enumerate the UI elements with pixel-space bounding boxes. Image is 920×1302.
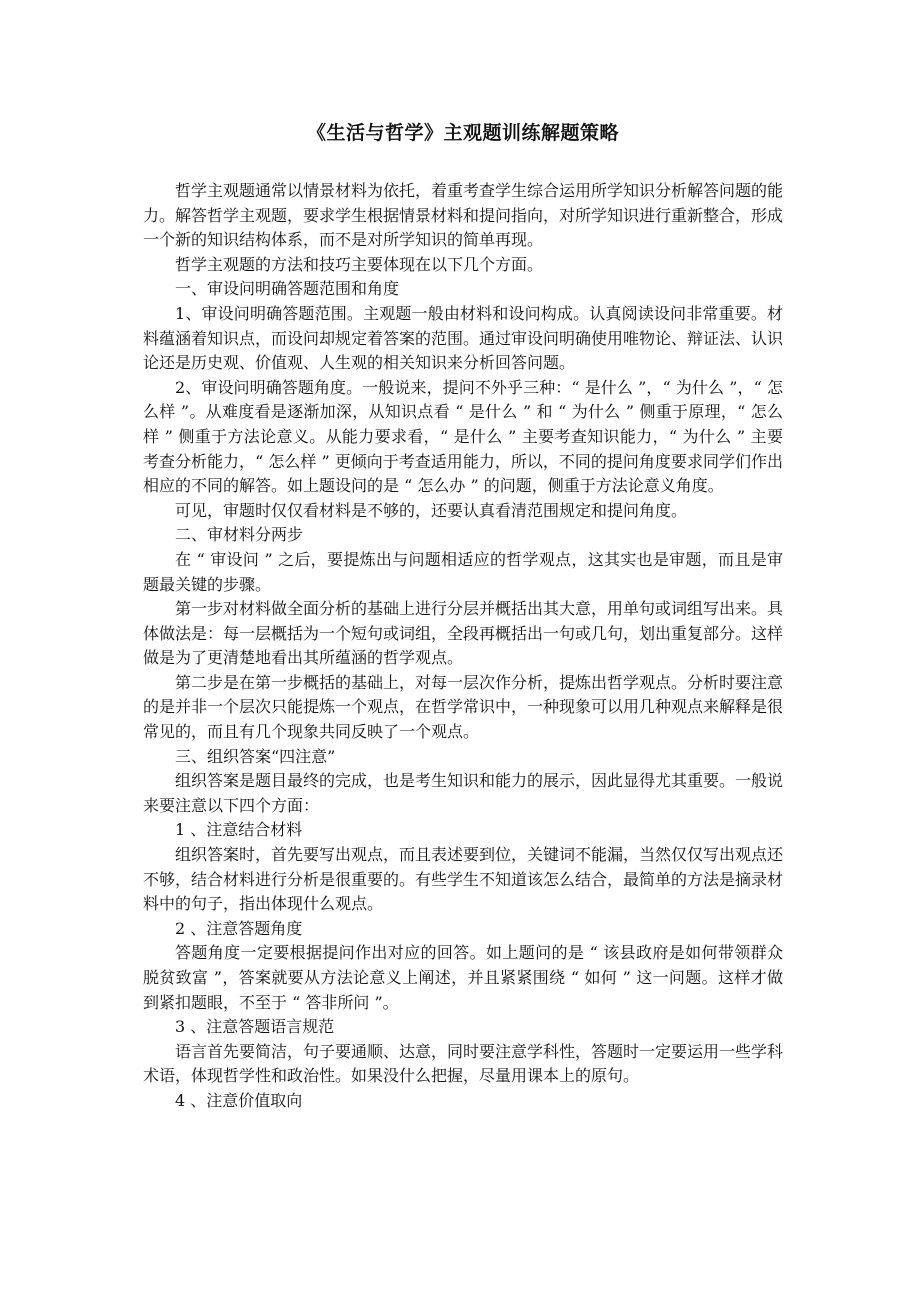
body-paragraph: 在 “ 审设问 ” 之后，要提炼出与问题相适应的哲学观点，这其实也是审题，而且是审题最关键的步骤。 xyxy=(143,549,783,594)
subheading: 3 、注意答题语言规范 xyxy=(175,1017,335,1037)
overview-paragraph: 哲学主观题的方法和技巧主要体现在以下几个方面。 xyxy=(175,254,544,274)
subheading: 1 、注意结合材料 xyxy=(175,820,303,840)
body-paragraph: 语言首先要简洁，句子要通顺、达意，同时要注意学科性，答题时一定要运用一些学科术语，体现哲学性和政治性。如果没什么把握，尽量用课本上的原句。 xyxy=(143,1041,784,1086)
subheading: 4 、注意价值取向 xyxy=(175,1090,303,1110)
body-paragraph: 组织答案是题目最终的完成，也是考生知识和能力的展示，因此显得尤其重要。一般说来要注意以下四个方面： xyxy=(143,771,784,815)
section-heading-1: 一、审设问明确答题范围和角度 xyxy=(175,279,400,299)
section-heading-3: 三、组织答案“四注意” xyxy=(175,746,336,766)
document-page xyxy=(143,120,783,1114)
body-paragraph: 第一步对材料做全面分析的基础上进行分层并概括出其大意，用单句或词组写出来。具体做法是：每一层概括为一个短句或词组，全段再概括出一句或几句，划出重复部分。这样做是为了更清楚地看出其所蕴涵的哲学观点。 xyxy=(143,599,784,668)
intro-paragraph: 哲学主观题通常以情景材料为依托，着重考查学生综合运用所学知识分析解答问题的能力。解答哲学主观题，要求学生根据情景材料和提问指向，对所学知识进行重新整合，形成一个新的知识结构体系，而不是对所学知识的简单再现。 xyxy=(143,181,784,250)
body-paragraph: 第二步是在第一步概括的基础上，对每一层次作分析，提炼出哲学观点。分析时要注意的是并非一个层次只能提炼一个观点，在哲学常识中，一种现象可以用几种观点来解释是很常见的，而且有几个现象共同反映了一个观点。 xyxy=(143,672,784,742)
body-paragraph: 2、审设问明确答题角度。一般说来，提问不外乎三种：“ 是什么 ”，“ 为什么 ”，“ 怎么样 ”。从难度看是逐渐加深，从知识点看 “ 是什么 ” 和 “ 为什么 ” 侧重于原理，“ 怎么样 ” 侧重于方法论意义。从能力要求看，“ 是什么 ” 主要考查知识能力，“ 为什么 ” 主要考查分析能力，“ 怎么样 ” 更倾向于考查适用能力，所以，不同的提问角度要求同学们作出相应的不同的解答。如上题设问的是 “ 怎么办 ” 的问题，侧重于方法论意义角度。 xyxy=(143,377,783,496)
body-paragraph: 可见，审题时仅仅看材料是不够的，还要认真看清范围规定和提问角度。 xyxy=(175,500,688,520)
document-title: 《生活与哲学》主观题训练解题策略 xyxy=(306,122,619,144)
section-heading-2: 二、审材料分两步 xyxy=(175,525,304,545)
body-paragraph: 答题角度一定要根据提问作出对应的回答。如上题问的是 “ 该县政府是如何带领群众脱贫致富 ”，答案就要从方法论意义上阐述，并且紧紧围绕 “ 如何 ” 这一问题。这样才做到紧扣题眼，不至于 “ 答非所问 ”。 xyxy=(143,943,783,1012)
subheading: 2 、注意答题角度 xyxy=(175,918,303,938)
body-paragraph: 1、审设问明确答题范围。主观题一般由材料和设问构成。认真阅读设问非常重要。材料蕴涵着知识点，而设问却规定着答案的范围。通过审设问明确使用唯物论、辩证法、认识论还是历史观、价值观、人生观的相关知识来分析回答问题。 xyxy=(143,303,784,373)
body-paragraph: 组织答案时，首先要写出观点，而且表述要到位，关键词不能漏，当然仅仅写出观点还不够，结合材料进行分析是很重要的。有些学生不知道该怎么结合，最简单的方法是摘录材料中的句子，指出体现什么观点。 xyxy=(143,845,784,914)
